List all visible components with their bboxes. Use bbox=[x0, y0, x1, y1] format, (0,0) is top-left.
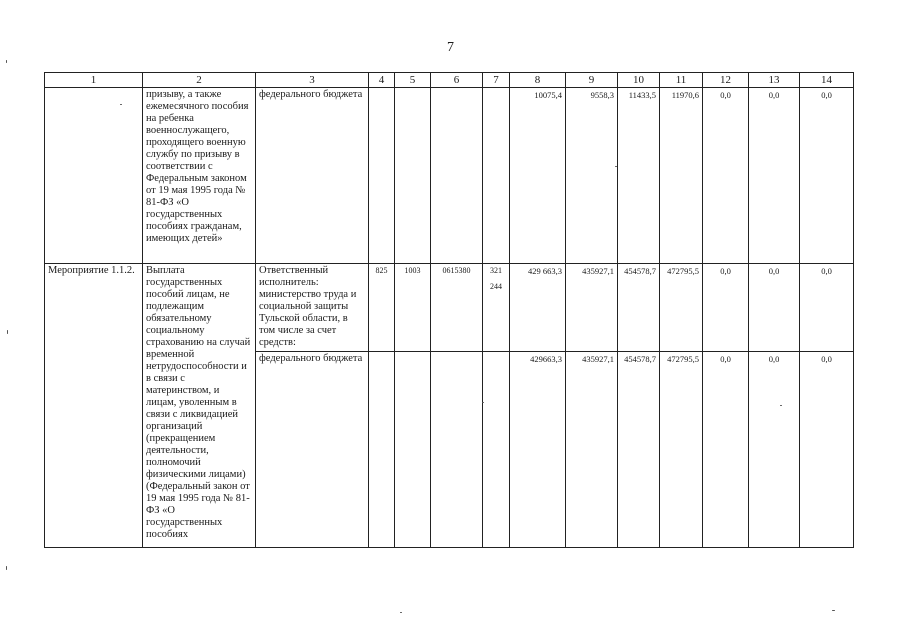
column-header: 3 bbox=[256, 73, 369, 88]
column-header: 7 bbox=[483, 73, 510, 88]
table-cell bbox=[369, 352, 395, 548]
scan-speck bbox=[7, 330, 8, 334]
table-cell bbox=[395, 352, 431, 548]
value-cell: 11970,6 bbox=[660, 88, 703, 264]
funding-source: федерального бюджета bbox=[256, 88, 369, 264]
column-header: 11 bbox=[660, 73, 703, 88]
column-header: 13 bbox=[749, 73, 800, 88]
value-cell: 435927,1 bbox=[566, 264, 618, 352]
code-line: 321 bbox=[490, 266, 502, 275]
scan-speck bbox=[400, 612, 402, 613]
column-header: 4 bbox=[369, 73, 395, 88]
code-cell: 1003 bbox=[395, 264, 431, 352]
scan-speck bbox=[6, 566, 7, 570]
code-line: 244 bbox=[490, 282, 502, 291]
value-cell: 0,0 bbox=[800, 352, 854, 548]
column-header-row bbox=[45, 73, 854, 88]
scan-speck bbox=[615, 166, 617, 167]
table-cell bbox=[369, 88, 395, 264]
column-header: 1 bbox=[45, 73, 143, 88]
table-cell bbox=[483, 352, 510, 548]
table-cell bbox=[431, 352, 483, 548]
value-cell: 9558,3 bbox=[566, 88, 618, 264]
funding-source: федерального бюджета bbox=[256, 352, 369, 548]
value-cell: 0,0 bbox=[749, 352, 800, 548]
measure-description-continued: призыву, а также ежемесячного пособия на ребенка военнослужащего, проходящего военную службу по призыву в соответствии с Федеральным законом от 19 мая 1995 года № 81-ФЗ «О государственных пособиях гражданам, имеющих детей» bbox=[143, 88, 256, 264]
value-cell: 429663,3 bbox=[510, 352, 566, 548]
column-header: 12 bbox=[703, 73, 749, 88]
value-cell: 435927,1 bbox=[566, 352, 618, 548]
scan-speck bbox=[832, 610, 835, 611]
budget-table bbox=[44, 72, 854, 548]
value-cell: 454578,7 bbox=[618, 264, 660, 352]
column-header: 8 bbox=[510, 73, 566, 88]
measure-name: Мероприятие 1.1.2. bbox=[45, 264, 143, 548]
column-header: 5 bbox=[395, 73, 431, 88]
scan-speck bbox=[780, 405, 782, 406]
table-row bbox=[45, 88, 854, 264]
table-row bbox=[45, 264, 854, 352]
column-header: 6 bbox=[431, 73, 483, 88]
value-cell: 0,0 bbox=[800, 88, 854, 264]
page-number: 7 bbox=[447, 40, 454, 55]
code-cell bbox=[483, 264, 510, 352]
value-cell: 472795,5 bbox=[660, 352, 703, 548]
value-cell: 0,0 bbox=[749, 264, 800, 352]
value-cell: 0,0 bbox=[800, 264, 854, 352]
column-header: 2 bbox=[143, 73, 256, 88]
code-cell: 825 bbox=[369, 264, 395, 352]
table-cell bbox=[45, 88, 143, 264]
scan-speck bbox=[6, 60, 7, 63]
responsible-executor: Ответственный исполнитель: министерство труда и социальной защиты Тульской области, в том числе за счет средств: bbox=[256, 264, 369, 352]
table-cell bbox=[431, 88, 483, 264]
column-header: 9 bbox=[566, 73, 618, 88]
table-cell bbox=[395, 88, 431, 264]
value-cell: 11433,5 bbox=[618, 88, 660, 264]
column-header: 10 bbox=[618, 73, 660, 88]
value-cell: 10075,4 bbox=[510, 88, 566, 264]
code-cell: 0615380 bbox=[431, 264, 483, 352]
value-cell: 0,0 bbox=[703, 352, 749, 548]
value-cell: 429 663,3 bbox=[510, 264, 566, 352]
value-cell: 0,0 bbox=[703, 264, 749, 352]
column-header: 14 bbox=[800, 73, 854, 88]
measure-description: Выплата государственных пособий лицам, не подлежащим обязательному социальному страхованию на случай временной нетрудоспособности и в связи с материнством, и лицам, уволенным в связи с ликвидацией организаций (прекращением деятельности, полномочий физическими лицами) (Федеральный закон от 19 мая 1995 года № 81-ФЗ «О государственных пособиях bbox=[143, 264, 256, 548]
table-cell bbox=[483, 88, 510, 264]
value-cell: 0,0 bbox=[703, 88, 749, 264]
value-cell: 454578,7 bbox=[618, 352, 660, 548]
scan-speck bbox=[120, 104, 122, 105]
value-cell: 472795,5 bbox=[660, 264, 703, 352]
scan-speck bbox=[482, 402, 484, 403]
value-cell: 0,0 bbox=[749, 88, 800, 264]
